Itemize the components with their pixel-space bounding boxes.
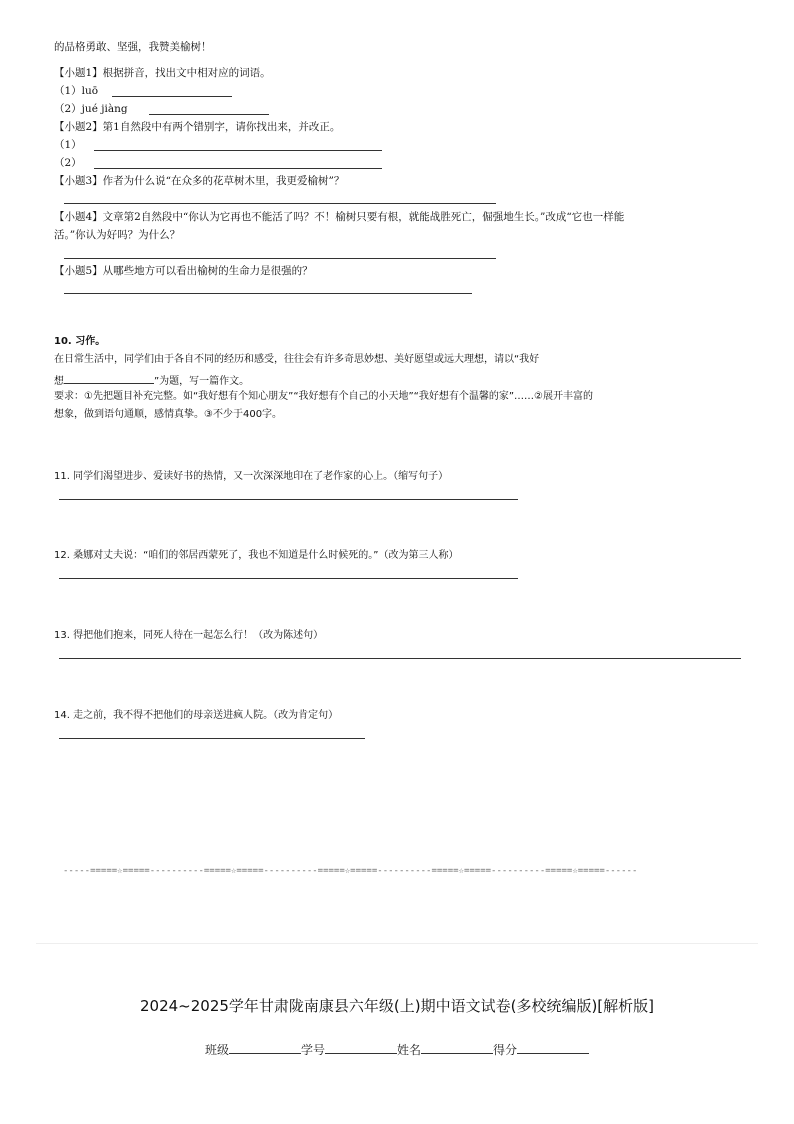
answer-line[interactable]	[59, 738, 365, 739]
name-field[interactable]	[421, 1041, 493, 1054]
page-break-rule	[36, 943, 758, 944]
subquestion-4-line-1: 【小题4】文章第2自然段中“你认为它再也不能活了吗？不！榆树只要有根，就能战胜死亡，倔强地生长。”改成“它也一样能	[54, 211, 625, 223]
answer-line[interactable]	[59, 499, 518, 500]
subquestion-2-item-2: （2）	[54, 157, 82, 169]
question-10-line-2	[54, 372, 249, 389]
subquestion-1: 【小题1】根据拼音，找出文中相对应的词语。	[54, 67, 271, 79]
subquestion-2-item-1: （1）	[54, 139, 82, 151]
question-10-requirement-1: 要求：①先把题目补充完整。如“我好想有个知心朋友”“我好想有个自己的小天地”“我好想有个温馨的家”……②展开丰富的	[54, 391, 594, 402]
subquestion-1-item-1-label: （1）luō	[54, 85, 99, 97]
answer-line[interactable]	[64, 203, 496, 204]
answer-line[interactable]	[149, 114, 269, 115]
question-14: 14. 走之前，我不得不把他们的母亲送进疯人院。（改为肯定句）	[54, 710, 339, 721]
score-field[interactable]	[517, 1041, 589, 1054]
subquestion-2: 【小题2】第1自然段中有两个错别字，请你找出来，并改正。	[54, 121, 341, 133]
question-12: 12. 桑娜对丈夫说：“咱们的邻居西蒙死了，我也不知道是什么时候死的。”（改为第三人称）	[54, 550, 459, 561]
subquestion-4-line-2: 活。”你认为好吗？为什么？	[54, 229, 181, 241]
subquestion-1-item-1	[54, 84, 98, 98]
title-blank[interactable]	[64, 372, 154, 384]
exam-title: 2024~2025学年甘肃陇南康县六年级(上)期中语文试卷(多校统编版)[解析版]	[139, 997, 655, 1015]
answer-line[interactable]	[64, 293, 472, 294]
answer-line[interactable]	[59, 658, 741, 659]
student-info-row	[0, 1041, 794, 1058]
subquestion-3: 【小题3】作者为什么说“在众多的花草树木里，我更爱榆树”？	[54, 175, 345, 187]
answer-line[interactable]	[94, 168, 382, 169]
student-id-field[interactable]	[325, 1041, 397, 1054]
subquestion-1-item-2-label: （2）jué jiàng	[54, 103, 128, 115]
question-13: 13. 得把他们抱来，同死人待在一起怎么行！（改为陈述句）	[54, 630, 324, 641]
answer-line[interactable]	[64, 258, 496, 259]
name-label: 姓名	[397, 1043, 422, 1057]
question-10-line-1: 在日常生活中，同学们由于各自不同的经历和感受，往往会有许多奇思妙想、美好愿望或远大理想，请以“我好	[54, 354, 540, 365]
subquestion-1-item-2	[54, 102, 128, 116]
passage-end: 的品格勇敢、坚强，我赞美榆树！	[54, 41, 212, 53]
question-10-prefix: 想	[54, 376, 64, 387]
question-11: 11. 同学们渴望进步、爱读好书的热情，又一次深深地印在了老作家的心上。（缩写句子）	[54, 471, 449, 482]
student-id-label: 学号	[300, 1043, 325, 1057]
class-field[interactable]	[229, 1041, 301, 1054]
answer-line[interactable]	[59, 578, 518, 579]
answer-line[interactable]	[112, 96, 232, 97]
score-label: 得分	[493, 1043, 518, 1057]
question-10-requirement-2: 想象，做到语句通顺，感情真挚。③不少于400字。	[54, 409, 283, 420]
subquestion-5: 【小题5】从哪些地方可以看出榆树的生命力是很强的？	[54, 265, 313, 277]
page-divider: -----=====☆=====----------=====☆=====----------=====☆=====----------=====☆=====----------=====☆=====------	[63, 866, 638, 876]
answer-line[interactable]	[94, 150, 382, 151]
question-10-heading: 10. 习作。	[54, 336, 106, 347]
question-10-suffix: ”为题，写一篇作文。	[154, 376, 250, 387]
class-label: 班级	[204, 1043, 229, 1057]
